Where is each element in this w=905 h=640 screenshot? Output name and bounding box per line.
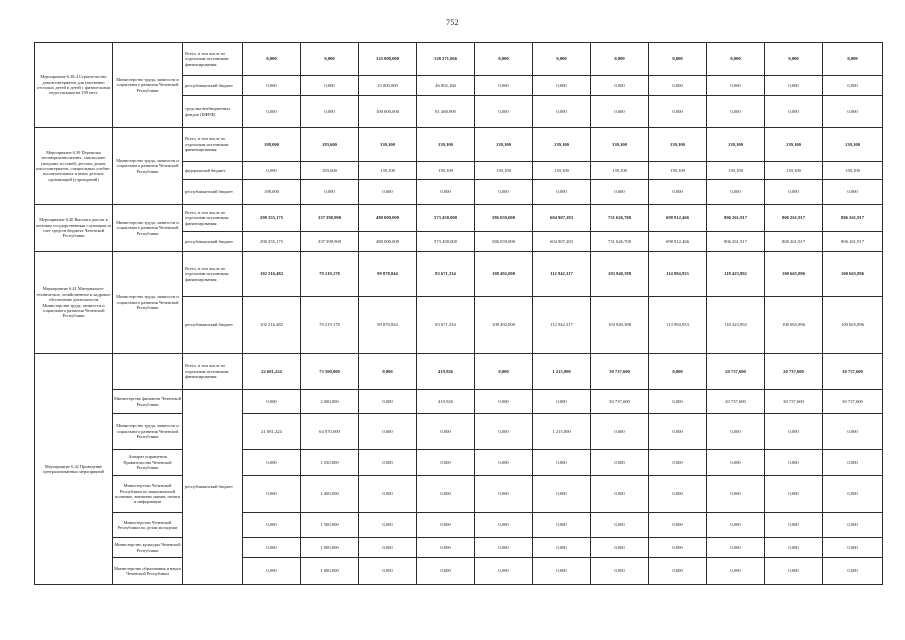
value-cell: 0,000 (475, 450, 533, 476)
value-cell: 73 500,000 (301, 354, 359, 390)
value-cell: 0,000 (243, 162, 301, 180)
value-cell: 100 665,896 (823, 252, 883, 297)
funding-source: республиканский бюджет (183, 76, 243, 96)
value-cell: 0,000 (243, 538, 301, 558)
value-cell: 0,000 (765, 513, 823, 538)
value-cell: 0,000 (533, 43, 591, 76)
value-cell: 139,100 (417, 128, 475, 162)
value-cell: 419,926 (417, 354, 475, 390)
value-cell: 0,000 (243, 390, 301, 414)
value-cell: 0,000 (707, 558, 765, 585)
executor-name: Министерство труда, занятости и социального развития Чеченской Республики (113, 205, 183, 252)
value-cell: 198,000 (243, 128, 301, 162)
value-cell: 0,000 (417, 180, 475, 205)
value-cell: 20 737,600 (707, 390, 765, 414)
value-cell: 698 912,466 (649, 205, 707, 232)
table-row (35, 252, 883, 297)
funding-source: Всего, в том числе по отдельным источникам финансирования: (183, 252, 243, 297)
value-cell: 0,000 (707, 76, 765, 96)
value-cell: 0,000 (649, 354, 707, 390)
value-cell: 0,000 (649, 180, 707, 205)
value-cell: 1 530,000 (301, 450, 359, 476)
value-cell: 0,000 (359, 513, 417, 538)
value-cell: 30 737,600 (591, 390, 649, 414)
value-cell: 0,000 (823, 76, 883, 96)
value-cell: 139,100 (475, 162, 533, 180)
value-cell: 139,100 (649, 128, 707, 162)
value-cell: 0,000 (301, 76, 359, 96)
event-name: Мероприятие 6.41 Материально-техническое, хозяйственное и кадровое обеспечение деятельности Министерства труда, занятости и социального развития Чеченской Республики (35, 252, 113, 354)
value-cell: 0,000 (533, 558, 591, 585)
executor-name (113, 354, 183, 390)
value-cell: 0,000 (243, 96, 301, 128)
funding-source: республиканский бюджет (183, 180, 243, 205)
value-cell: 0,000 (765, 538, 823, 558)
value-cell: 0,000 (533, 450, 591, 476)
value-cell: 290 355,175 (243, 232, 301, 252)
value-cell: 25 000,000 (359, 76, 417, 96)
value-cell: 139,100 (533, 128, 591, 162)
value-cell: 103 940,388 (591, 252, 649, 297)
value-cell: 573 458,000 (417, 232, 475, 252)
value-cell: 1 400,000 (301, 476, 359, 513)
value-cell: 0,000 (475, 43, 533, 76)
value-cell: 0,000 (533, 96, 591, 128)
table-row (35, 128, 883, 162)
table-row (35, 558, 883, 585)
value-cell: 139,100 (823, 162, 883, 180)
value-cell: 1 000,000 (301, 538, 359, 558)
event-name: Мероприятие 6.38.4 Строительство домов-интернатов для умственно отсталых детей и детей с физическими недостатками на 190 мест (35, 43, 113, 128)
value-cell: 0,000 (475, 414, 533, 450)
value-cell: 337 398,900 (301, 232, 359, 252)
value-cell: 30 737,600 (823, 390, 883, 414)
value-cell: 806 261,917 (765, 232, 823, 252)
value-cell: 0,000 (417, 558, 475, 585)
event-name: Мероприятие 6.42 Проведение централизованных мероприятий (35, 354, 113, 585)
value-cell: 0,000 (765, 76, 823, 96)
value-cell: 0,000 (823, 96, 883, 128)
value-cell: 0,000 (475, 390, 533, 414)
value-cell: 806 261,917 (765, 205, 823, 232)
value-cell: 698 912,466 (649, 232, 707, 252)
value-cell: 586 659,000 (475, 232, 533, 252)
value-cell: 0,000 (475, 558, 533, 585)
value-cell: 0,000 (707, 476, 765, 513)
value-cell: 604 907,283 (533, 205, 591, 232)
value-cell: 100 665,896 (823, 297, 883, 354)
executor-name: Министерство Чеченской Республики по национальной политике, внешним связям, печати и информации (113, 476, 183, 513)
value-cell: 0,000 (359, 450, 417, 476)
funding-source: Всего, в том числе по отдельным источникам финансирования: (183, 128, 243, 162)
value-cell: 604 907,283 (533, 232, 591, 252)
value-cell: 0,000 (707, 513, 765, 538)
table-row (35, 414, 883, 450)
value-cell: 30 737,600 (823, 354, 883, 390)
value-cell: 79 219,178 (301, 297, 359, 354)
table-row (35, 538, 883, 558)
executor-name: Министерство культуры Чеченской Республики (113, 538, 183, 558)
value-cell: 139,100 (823, 128, 883, 162)
value-cell: 731 626,700 (591, 232, 649, 252)
value-cell: 102 216,482 (243, 252, 301, 297)
value-cell: 108 492,000 (475, 252, 533, 297)
value-cell: 0,000 (533, 76, 591, 96)
value-cell: 183,600 (301, 128, 359, 162)
value-cell: 64 070,000 (301, 414, 359, 450)
value-cell: 0,000 (417, 513, 475, 538)
value-cell: 0,000 (475, 538, 533, 558)
value-cell: 0,000 (707, 414, 765, 450)
value-cell: 139,100 (649, 162, 707, 180)
value-cell: 0,000 (475, 96, 533, 128)
page-number: 752 (446, 18, 459, 27)
value-cell: 0,000 (243, 43, 301, 76)
funding-source: республиканский бюджет (183, 390, 243, 585)
value-cell: 139,100 (591, 128, 649, 162)
value-cell: 22 681,224 (243, 354, 301, 390)
value-cell: 1 000,000 (301, 558, 359, 585)
value-cell: 0,000 (417, 450, 475, 476)
value-cell: 103 940,388 (591, 297, 649, 354)
value-cell: 0,000 (591, 538, 649, 558)
table-row (35, 43, 883, 76)
value-cell: 0,000 (823, 414, 883, 450)
value-cell: 118 423,992 (707, 252, 765, 297)
value-cell: 0,000 (591, 513, 649, 538)
executor-name: Министерство труда, занятости и социального развития Чеченской Республики (113, 414, 183, 450)
value-cell: 46 802,166 (417, 76, 475, 96)
executor-name: Министерство финансов Чеченской Республики (113, 390, 183, 414)
executor-name: Министерство Чеченской Республики по делам молодежи (113, 513, 183, 538)
value-cell: 108 492,000 (475, 297, 533, 354)
value-cell: 0,000 (765, 180, 823, 205)
value-cell: 0,000 (707, 538, 765, 558)
value-cell: 0,000 (591, 558, 649, 585)
funding-source: республиканский бюджет (183, 297, 243, 354)
executor-name: Министерство образования и науки Чеченской Республики (113, 558, 183, 585)
value-cell: 183,600 (301, 162, 359, 180)
table-row (35, 354, 883, 390)
value-cell: 0,000 (649, 476, 707, 513)
value-cell: 0,000 (823, 513, 883, 538)
value-cell: 0,000 (591, 43, 649, 76)
value-cell: 0,000 (359, 538, 417, 558)
value-cell: 100 665,896 (765, 297, 823, 354)
value-cell: 0,000 (417, 476, 475, 513)
value-cell: 0,000 (765, 414, 823, 450)
value-cell: 0,000 (359, 180, 417, 205)
value-cell: 1 500,000 (301, 513, 359, 538)
table-row (35, 390, 883, 414)
value-cell: 0,000 (765, 43, 823, 76)
value-cell: 0,000 (533, 180, 591, 205)
value-cell: 0,000 (475, 180, 533, 205)
value-cell: 1 215,000 (533, 354, 591, 390)
executor-name: Министерство труда, занятости и социального развития Чеченской Республики (113, 252, 183, 354)
value-cell: 83 671,334 (417, 297, 475, 354)
value-cell: 480 000,000 (359, 232, 417, 252)
value-cell: 0,000 (823, 476, 883, 513)
value-cell: 0,000 (243, 513, 301, 538)
table-row (35, 450, 883, 476)
budget-table (34, 42, 883, 585)
value-cell: 0,000 (649, 450, 707, 476)
value-cell: 731 626,700 (591, 205, 649, 232)
value-cell: 114 994,933 (649, 252, 707, 297)
value-cell: 0,000 (475, 476, 533, 513)
value-cell: 30 737,600 (591, 354, 649, 390)
value-cell: 806 261,917 (707, 205, 765, 232)
value-cell: 99 878,844 (359, 297, 417, 354)
value-cell: 806 261,917 (707, 232, 765, 252)
executor-name: Министерство труда, занятости и социального развития Чеченской Республики (113, 43, 183, 128)
funding-source: федеральный бюджет (183, 162, 243, 180)
value-cell: 0,000 (359, 476, 417, 513)
value-cell: 0,000 (649, 390, 707, 414)
value-cell: 0,000 (243, 450, 301, 476)
value-cell: 100 665,896 (765, 252, 823, 297)
event-name: Мероприятие 6.40 Выплата доплат к пенсиям государственным служащим за счет средств бюджета Чеченской Республики (35, 205, 113, 252)
value-cell: 0,000 (707, 450, 765, 476)
value-cell: 0,000 (359, 354, 417, 390)
value-cell: 0,000 (765, 558, 823, 585)
value-cell: 0,000 (765, 476, 823, 513)
value-cell: 0,000 (417, 414, 475, 450)
value-cell: 0,000 (823, 43, 883, 76)
value-cell: 112 942,317 (533, 297, 591, 354)
value-cell: 0,000 (475, 513, 533, 538)
value-cell: 0,000 (649, 43, 707, 76)
value-cell: 0,000 (591, 476, 649, 513)
value-cell: 0,000 (359, 390, 417, 414)
value-cell: 100 000,000 (359, 96, 417, 128)
value-cell: 79 219,178 (301, 252, 359, 297)
value-cell: 20 737,600 (707, 354, 765, 390)
value-cell: 480 000,000 (359, 205, 417, 232)
value-cell: 139,100 (765, 162, 823, 180)
value-cell: 0,000 (591, 180, 649, 205)
value-cell: 0,000 (649, 513, 707, 538)
value-cell: 0,000 (823, 558, 883, 585)
value-cell: 0,000 (475, 76, 533, 96)
value-cell: 0,000 (707, 43, 765, 76)
value-cell: 0,000 (591, 76, 649, 96)
table-row (35, 205, 883, 232)
value-cell: 2 000,000 (301, 390, 359, 414)
value-cell: 586 659,000 (475, 205, 533, 232)
value-cell: 0,000 (243, 76, 301, 96)
value-cell: 114 994,933 (649, 297, 707, 354)
value-cell: 0,000 (533, 390, 591, 414)
value-cell: 0,000 (649, 414, 707, 450)
value-cell: 83 671,334 (417, 252, 475, 297)
value-cell: 0,000 (243, 476, 301, 513)
value-cell: 112 942,317 (533, 252, 591, 297)
table-row (35, 513, 883, 538)
value-cell: 0,000 (707, 96, 765, 128)
value-cell: 0,000 (649, 96, 707, 128)
funding-source: Всего, в том числе по отдельным источникам финансирования: (183, 205, 243, 232)
value-cell: 139,100 (475, 128, 533, 162)
value-cell: 0,000 (301, 43, 359, 76)
value-cell: 573 458,000 (417, 205, 475, 232)
value-cell: 0,000 (591, 450, 649, 476)
executor-name: Аппарат управления Правительства Чеченской Республики (113, 450, 183, 476)
value-cell: 0,000 (591, 414, 649, 450)
value-cell: 81 468,900 (417, 96, 475, 128)
value-cell: 125 000,000 (359, 43, 417, 76)
value-cell: 0,000 (591, 96, 649, 128)
table-row (35, 476, 883, 513)
value-cell: 102 216,482 (243, 297, 301, 354)
funding-source: средства внебюджетных фондов (ПФРФ) (183, 96, 243, 128)
value-cell: 0,000 (823, 450, 883, 476)
value-cell: 419,926 (417, 390, 475, 414)
value-cell: 0,000 (533, 513, 591, 538)
value-cell: 139,100 (417, 162, 475, 180)
value-cell: 0,000 (649, 558, 707, 585)
value-cell: 1 215,000 (533, 414, 591, 450)
value-cell: 0,000 (533, 538, 591, 558)
value-cell: 30 737,600 (765, 390, 823, 414)
funding-source: Всего, в том числе по отдельным источникам финансирования: (183, 354, 243, 390)
value-cell: 139,100 (359, 162, 417, 180)
value-cell: 0,000 (475, 354, 533, 390)
executor-name: Министерство труда, занятости и социального развития Чеченской Республики (113, 128, 183, 205)
value-cell: 0,000 (301, 96, 359, 128)
value-cell: 0,000 (359, 414, 417, 450)
value-cell: 139,100 (707, 162, 765, 180)
value-cell: 0,000 (417, 538, 475, 558)
value-cell: 128 271,066 (417, 43, 475, 76)
value-cell: 0,000 (765, 96, 823, 128)
value-cell: 806 261,917 (823, 232, 883, 252)
funding-source: республиканский бюджет (183, 232, 243, 252)
value-cell: 99 878,844 (359, 252, 417, 297)
value-cell: 0,000 (301, 180, 359, 205)
value-cell: 337 398,900 (301, 205, 359, 232)
value-cell: 0,000 (707, 180, 765, 205)
value-cell: 198,000 (243, 180, 301, 205)
value-cell: 0,000 (359, 558, 417, 585)
value-cell: 0,000 (823, 180, 883, 205)
value-cell: 0,000 (823, 538, 883, 558)
value-cell: 21 681,224 (243, 414, 301, 450)
value-cell: 139,100 (359, 128, 417, 162)
value-cell: 0,000 (649, 538, 707, 558)
event-name: Мероприятие 6.39 Перевозка несовершеннолетних, самовольно ушедших из семей, детских домов, школ-интернатов, специальных учебно-воспитательных и иных детских организаций (учреждений) (35, 128, 113, 205)
value-cell: 118 423,992 (707, 297, 765, 354)
value-cell: 139,100 (533, 162, 591, 180)
value-cell: 0,000 (533, 476, 591, 513)
value-cell: 0,000 (649, 76, 707, 96)
value-cell: 806 261,917 (823, 205, 883, 232)
value-cell: 0,000 (243, 558, 301, 585)
value-cell: 290 355,175 (243, 205, 301, 232)
value-cell: 139,100 (591, 162, 649, 180)
value-cell: 139,100 (707, 128, 765, 162)
funding-source: Всего, в том числе по отдельным источникам финансирования: (183, 43, 243, 76)
value-cell: 0,000 (765, 450, 823, 476)
value-cell: 20 737,600 (765, 354, 823, 390)
value-cell: 139,100 (765, 128, 823, 162)
